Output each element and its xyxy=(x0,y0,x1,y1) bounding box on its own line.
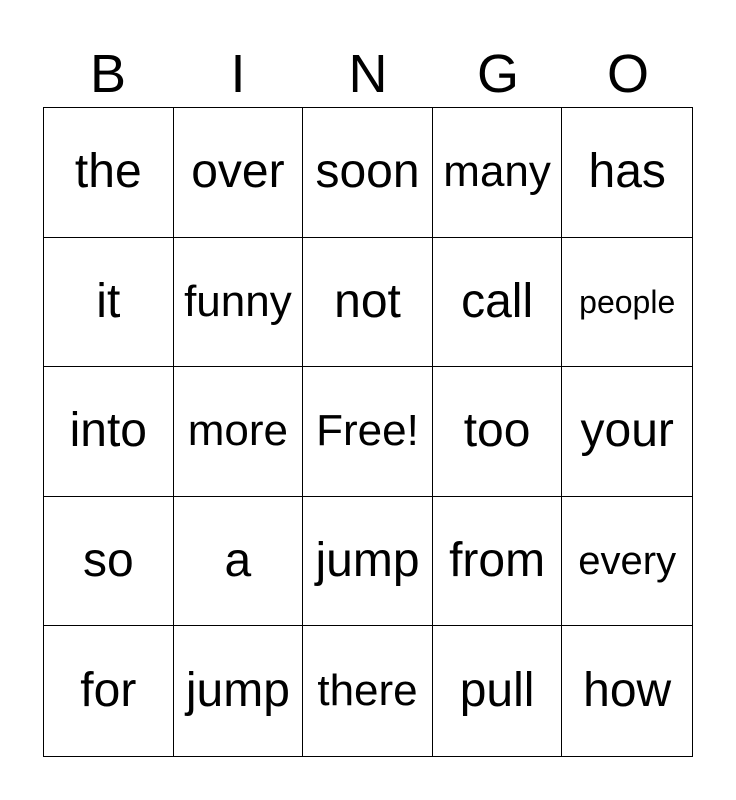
bingo-cell[interactable]: jump xyxy=(174,626,304,756)
header-letter-o: O xyxy=(606,44,649,104)
header-letter-n: N xyxy=(348,44,388,104)
free-space-cell[interactable]: Free! xyxy=(303,367,433,497)
bingo-cell[interactable]: pull xyxy=(433,626,563,756)
bingo-cell[interactable]: too xyxy=(433,367,563,497)
bingo-cell[interactable]: how xyxy=(583,664,672,718)
bingo-cell[interactable]: not xyxy=(303,238,433,368)
bingo-cell[interactable]: funny xyxy=(174,238,304,368)
bingo-cell[interactable]: for xyxy=(44,626,174,756)
bingo-board xyxy=(43,107,693,757)
bingo-cell[interactable]: people xyxy=(562,238,692,368)
header-letter-i: I xyxy=(230,44,246,104)
bingo-cell[interactable]: call xyxy=(433,238,563,368)
bingo-cell[interactable]: your xyxy=(562,367,692,497)
bingo-cell[interactable]: every xyxy=(562,497,692,627)
bingo-cell[interactable]: jump xyxy=(303,497,433,627)
bingo-cell[interactable]: from xyxy=(433,497,563,627)
bingo-cell[interactable]: has xyxy=(562,108,692,238)
bingo-cell[interactable]: a xyxy=(174,497,304,627)
bingo-cell[interactable]: into xyxy=(44,367,174,497)
bingo-cell[interactable]: soon xyxy=(303,108,433,238)
bingo-cell[interactable]: over xyxy=(174,108,304,238)
bingo-cell[interactable]: it xyxy=(44,238,174,368)
bingo-cell[interactable]: many xyxy=(433,108,563,238)
bingo-cell[interactable]: more xyxy=(174,367,304,497)
bingo-cell[interactable]: the xyxy=(44,108,174,238)
bingo-cell[interactable]: there xyxy=(303,626,433,756)
bingo-cell[interactable]: so xyxy=(44,497,174,627)
bingo-header xyxy=(43,42,693,106)
header-letter-g: G xyxy=(476,44,519,104)
header-letter-b: B xyxy=(89,44,127,104)
